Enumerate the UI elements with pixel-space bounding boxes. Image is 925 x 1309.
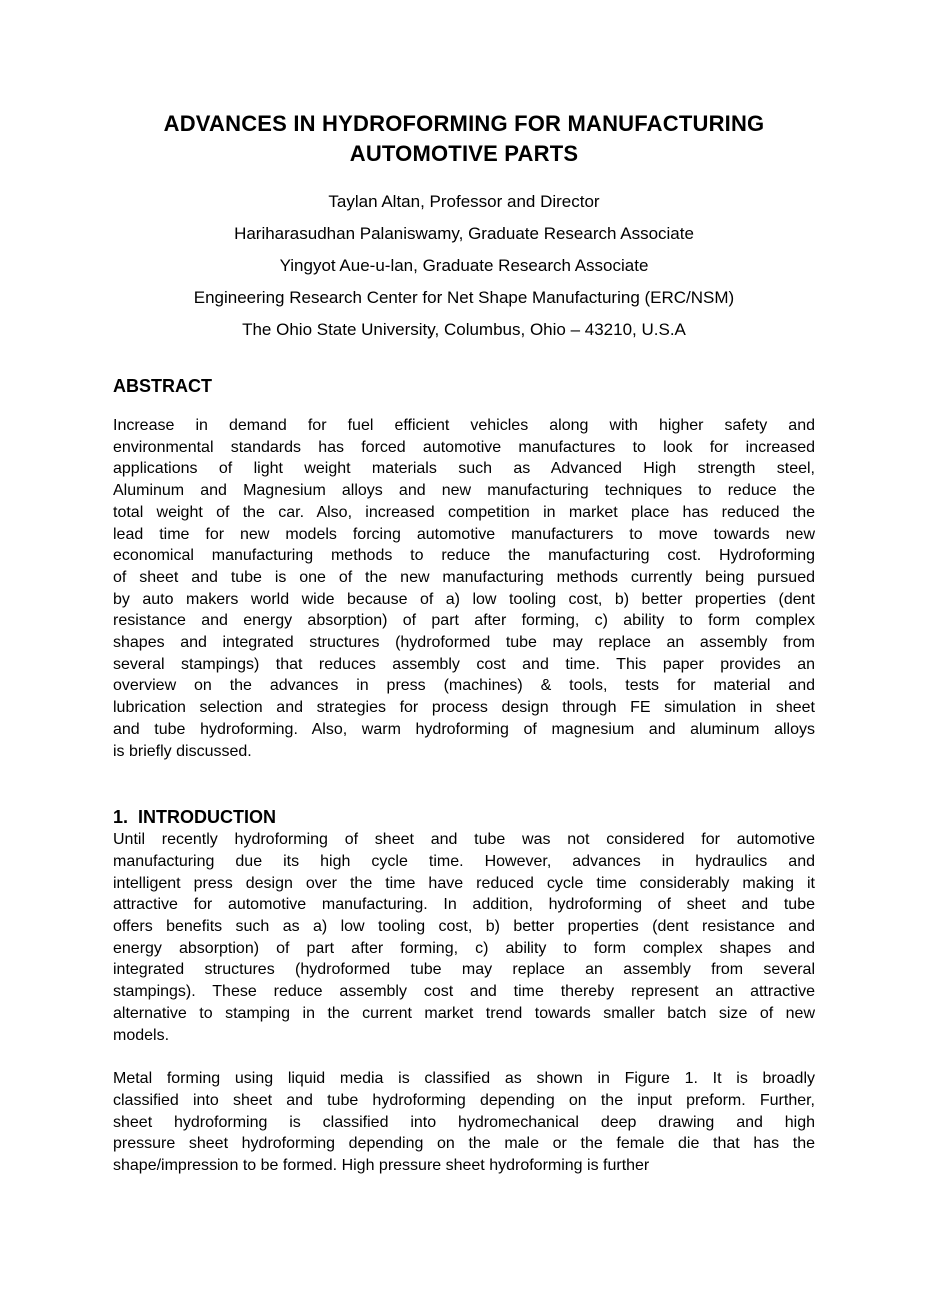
abstract-text-line: economical manufacturing methods to reduce the manufacturing cost. Hydroforming xyxy=(113,547,815,565)
introduction-text-line: offers benefits such as a) low tooling cost, b) better properties (dent resistance and xyxy=(113,918,815,936)
introduction-text-line: Until recently hydroforming of sheet and tube was not considered for automotive xyxy=(113,831,815,849)
abstract-section xyxy=(113,374,815,762)
abstract-text-line: shapes and integrated structures (hydroformed tube may replace an assembly from xyxy=(113,634,815,652)
abstract-paragraph xyxy=(113,415,815,762)
introduction-text-line: manufacturing due its high cycle time. However, advances in hydraulics and xyxy=(113,852,815,870)
introduction-text-line: pressure sheet hydroforming depending on the male or the female die that has the xyxy=(113,1135,815,1153)
abstract-text-line: overview on the advances in press (machines) & tools, tests for material and xyxy=(113,677,815,695)
introduction-text-line: shape/impression to be formed. High pressure sheet hydroforming is further xyxy=(113,1157,650,1175)
abstract-heading: ABSTRACT xyxy=(113,376,212,396)
abstract-text-line: applications of light weight materials such as Advanced High strength steel, xyxy=(113,460,815,478)
introduction-paragraph-2 xyxy=(113,1068,815,1177)
author-line: The Ohio State University, Columbus, Ohio – 43210, U.S.A xyxy=(242,320,686,339)
author-line: Taylan Altan, Professor and Director xyxy=(328,192,600,211)
abstract-text-line: total weight of the car. Also, increased competition in market place has reduced the xyxy=(113,503,815,521)
abstract-text-line: and tube hydroforming. Also, warm hydroforming of magnesium and aluminum alloys xyxy=(113,720,815,738)
abstract-text-line: of sheet and tube is one of the new manufacturing methods currently being pursued xyxy=(113,568,815,586)
introduction-text-line: Metal forming using liquid media is classified as shown in Figure 1. It is broadly xyxy=(113,1070,815,1088)
author-line: Yingyot Aue-u-lan, Graduate Research Associate xyxy=(279,256,649,275)
abstract-text-line: lubrication selection and strategies for process design through FE simulation in sheet xyxy=(113,699,815,717)
abstract-text-line: several stampings) that reduces assembly cost and time. This paper provides an xyxy=(113,655,815,673)
abstract-text-line: resistance and energy absorption) of part after forming, c) ability to form complex xyxy=(113,612,815,630)
introduction-text-line: models. xyxy=(113,1026,170,1044)
introduction-paragraph-1 xyxy=(113,829,815,1046)
introduction-text-line: attractive for automotive manufacturing. In addition, hydroforming of sheet and tube xyxy=(113,896,815,914)
abstract-text-line: lead time for new models forcing automotive manufacturers to move towards new xyxy=(113,525,815,543)
abstract-text-line: by auto makers world wide because of a) low tooling cost, b) better properties (dent xyxy=(113,590,815,608)
introduction-text-line: stampings). These reduce assembly cost and time thereby represent an attractive xyxy=(113,983,815,1001)
abstract-text-line: environmental standards has forced automotive manufactures to look for increased xyxy=(113,438,815,456)
page-content xyxy=(113,109,815,1177)
introduction-text-line: energy absorption) of part after forming, c) ability to form complex shapes and xyxy=(113,939,815,957)
introduction-heading: 1. INTRODUCTION xyxy=(113,807,277,828)
author-block xyxy=(113,186,815,346)
abstract-text-line: is briefly discussed. xyxy=(113,742,252,760)
author-line: Engineering Research Center for Net Shape Manufacturing (ERC/NSM) xyxy=(193,288,735,307)
abstract-text-line: Increase in demand for fuel efficient vehicles along with higher safety and xyxy=(113,417,815,434)
introduction-text-line: intelligent press design over the time have reduced cycle time considerably making it xyxy=(113,874,815,892)
introduction-text-line: alternative to stamping in the current market trend towards smaller batch size of new xyxy=(113,1004,815,1022)
introduction-text-line: integrated structures (hydroformed tube may replace an assembly from several xyxy=(113,961,815,979)
introduction-text-line: sheet hydroforming is classified into hydromechanical deep drawing and high xyxy=(113,1113,815,1131)
introduction-section xyxy=(113,805,815,1177)
abstract-text-line: Aluminum and Magnesium alloys and new manufacturing techniques to reduce the xyxy=(113,482,815,500)
author-line: Hariharasudhan Palaniswamy, Graduate Research Associate xyxy=(234,224,694,243)
introduction-text-line: classified into sheet and tube hydroforming depending on the input preform. Further, xyxy=(113,1091,815,1109)
paper-title: ADVANCES IN HYDROFORMING FOR MANUFACTURING AUTOMOTIVE PARTS xyxy=(163,111,765,166)
